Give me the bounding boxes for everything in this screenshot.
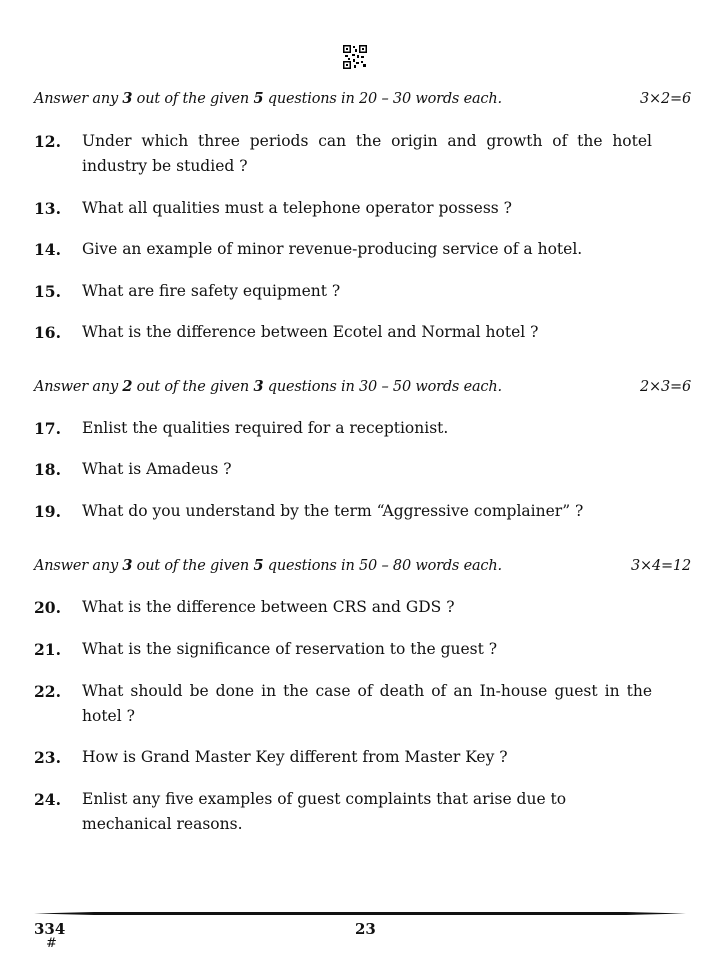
instruction-text: Answer any 3 out of the given 5 questions in 20 – 30 words each.	[34, 90, 502, 107]
qr-code-icon	[343, 45, 367, 69]
question-number: 13.	[34, 199, 61, 218]
section-instruction	[34, 378, 691, 395]
question-item	[34, 237, 652, 262]
marks-scheme: 3×4=12	[630, 558, 691, 574]
instruction-text: Answer any 3 out of the given 5 questions in 50 – 80 words each.	[34, 557, 502, 574]
question-text: What is the difference between Ecotel and Normal hotel ?	[82, 323, 539, 341]
question-number: 21.	[34, 640, 61, 659]
question-item	[34, 129, 652, 179]
question-text: What all qualities must a telephone operator possess ?	[82, 199, 512, 217]
question-text: What are fire safety equipment ?	[82, 282, 341, 300]
question-item	[34, 679, 652, 729]
question-text: How is Grand Master Key different from Master Key ?	[82, 748, 508, 766]
question-text: Under which three periods can the origin and growth of the hotel industry be studied ?	[82, 132, 652, 175]
footer-rule	[34, 911, 686, 916]
question-item	[34, 745, 652, 770]
question-number: 22.	[34, 682, 61, 701]
question-number: 23.	[34, 748, 61, 767]
section-instruction	[34, 557, 691, 574]
page-number: 23	[355, 920, 376, 938]
question-text: What is the difference between CRS and GDS ?	[82, 598, 455, 616]
question-item	[34, 279, 652, 304]
question-number: 12.	[34, 132, 61, 151]
question-text: Enlist the qualities required for a receptionist.	[82, 419, 449, 437]
question-number: 18.	[34, 460, 61, 479]
footer-hash: #	[46, 936, 57, 951]
question-item	[34, 196, 652, 221]
question-item	[34, 499, 652, 524]
question-item	[34, 416, 652, 441]
question-text: What is Amadeus ?	[82, 460, 232, 478]
question-number: 17.	[34, 419, 61, 438]
question-item	[34, 457, 652, 482]
question-number: 24.	[34, 790, 61, 809]
question-number: 14.	[34, 240, 61, 259]
question-number: 19.	[34, 502, 61, 521]
question-text: Enlist any five examples of guest complaints that arise due to mechanical reasons.	[82, 790, 567, 833]
marks-scheme: 3×2=6	[640, 91, 691, 107]
paper-code: 334	[34, 920, 66, 938]
question-text: Give an example of minor revenue-producing service of a hotel.	[82, 240, 583, 258]
question-item	[34, 320, 652, 345]
question-text: What do you understand by the term “Aggressive complainer” ?	[82, 502, 584, 520]
question-number: 20.	[34, 598, 61, 617]
question-item	[34, 637, 652, 662]
question-text: What should be done in the case of death of an In-house guest in the hotel ?	[82, 682, 652, 725]
instruction-text: Answer any 2 out of the given 3 questions in 30 – 50 words each.	[34, 378, 502, 395]
question-number: 16.	[34, 323, 61, 342]
question-item	[34, 787, 652, 837]
question-item	[34, 595, 652, 620]
question-number: 15.	[34, 282, 61, 301]
question-text: What is the significance of reservation to the guest ?	[82, 640, 498, 658]
marks-scheme: 2×3=6	[640, 379, 691, 395]
section-instruction	[34, 90, 691, 107]
